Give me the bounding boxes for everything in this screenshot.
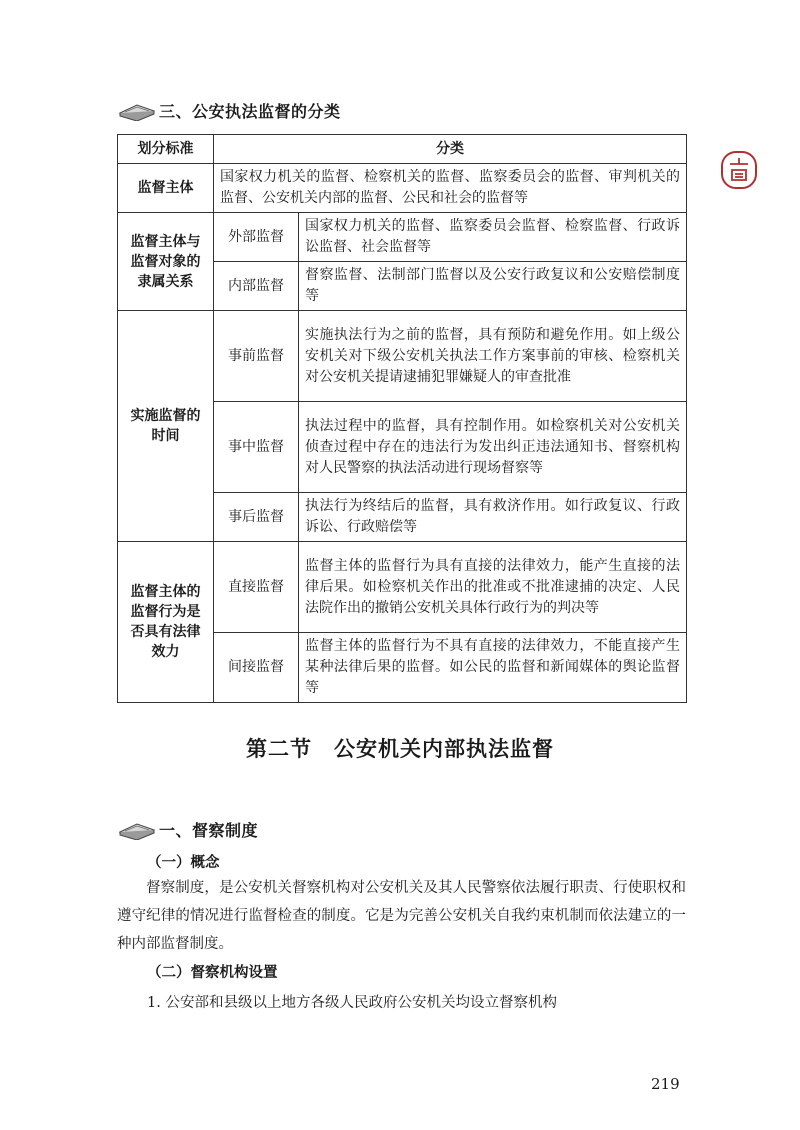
criterion-cell: 监督主体 [118,164,214,213]
description-cell: 监督主体的监督行为不具有直接的法律效力，不能直接产生某种法律后果的监督。如公民的监督和新闻媒体的舆论监督等 [299,633,687,703]
criterion-cell: 监督主体与监督对象的隶属关系 [118,213,214,311]
subcategory-cell: 外部监督 [214,213,299,262]
subcategory-cell: 直接监督 [214,542,299,633]
list-item: 1. 公安部和县级以上地方各级人民政府公安机关均设立督察机构 [147,995,557,1011]
table-row [118,213,687,262]
subcategory-cell: 事中监督 [214,402,299,493]
subhead-setup: （二）督察机构设置 [147,965,278,981]
book-stack-icon [117,820,157,840]
concept-paragraph: 督察制度，是公安机关督察机构对公安机关及其人民警察依法履行职责、行使职权和遵守纪律的情况进行监督检查的制度。它是为完善公安机关自我约束机制而依法建立的一种内部监督制度。 [117,880,686,952]
description-cell: 国家权力机关的监督、检察机关的监督、监察委员会的监督、审判机关的监督、公安机关内部的监督、公民和社会的监督等 [214,164,687,213]
criterion-cell: 实施监督的时间 [118,311,214,542]
description-cell: 执法过程中的监督，具有控制作用。如检察机关对公安机关侦查过程中存在的违法行为发出纠正违法通知书、督察机构对人民警察的执法活动进行现场督察等 [299,402,687,493]
table-row [118,542,687,633]
classification-table [117,134,687,703]
page-number: 219 [651,1075,680,1093]
book-stack-icon [117,101,157,121]
description-cell: 执法行为终结后的监督，具有救济作用。如行政复议、行政诉讼、行政赔偿等 [299,493,687,542]
description-cell: 实施执法行为之前的监督，具有预防和避免作用。如上级公安机关对下级公安机关执法工作方案事前的审核、检察机关对公安机关提请逮捕犯罪嫌疑人的审查批准 [299,311,687,402]
subcategory-cell: 内部监督 [214,262,299,311]
heading-inspection [117,818,258,841]
table-row [118,164,687,213]
table-header-row [118,135,687,164]
description-cell: 国家权力机关的监督、监察委员会监督、检察监督、行政诉讼监督、社会监督等 [299,213,687,262]
subcategory-cell: 间接监督 [214,633,299,703]
heading-classification [117,99,341,122]
subhead-concept: （一）概念 [147,855,220,871]
description-cell: 督察监督、法制部门监督以及公安行政复议和公安赔偿制度等 [299,262,687,311]
description-cell: 监督主体的监督行为具有直接的法律效力，能产生直接的法律后果。如检察机关作出的批准或不批准逮捕的决定、人民法院作出的撤销公安机关具体行政行为的判决等 [299,542,687,633]
criterion-cell: 监督主体的监督行为是否具有法律效力 [118,542,214,703]
section-title: 第二节 公安机关内部执法监督 [246,737,554,761]
seal-stamp-icon [720,150,758,190]
subcategory-cell: 事后监督 [214,493,299,542]
subcategory-cell: 事前监督 [214,311,299,402]
col-header-category: 分类 [214,135,687,164]
heading-text: 三、公安执法监督的分类 [159,102,341,121]
table-row [118,311,687,402]
col-header-criterion: 划分标准 [118,135,214,164]
heading-text: 一、督察制度 [159,821,259,840]
